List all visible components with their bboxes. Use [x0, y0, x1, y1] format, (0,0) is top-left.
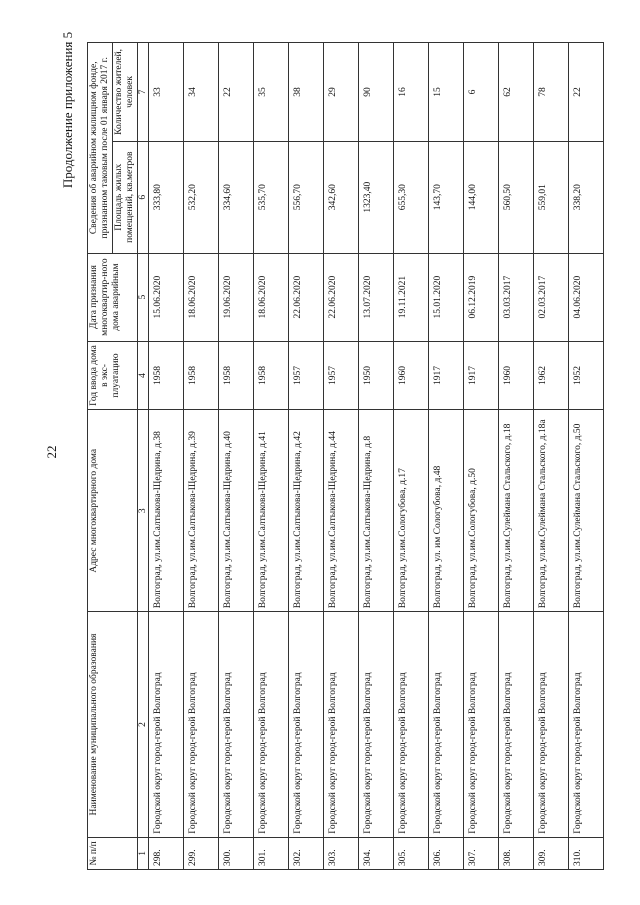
cell-address: Волгоград, ул.им.Сулеймана Стальского, д.50	[569, 410, 604, 612]
header-year: Год ввода дома в экс-плуатацию	[88, 341, 138, 410]
table-row	[394, 43, 429, 870]
table-row	[359, 43, 394, 870]
cell-municipality: Городской округ город-герой Волгоград	[429, 612, 464, 838]
cell-people: 16	[394, 43, 429, 142]
cell-address: Волгоград, ул.им.Салтыкова-Щедрина, д.39	[184, 410, 219, 612]
cell-num: 299.	[184, 837, 219, 869]
cell-area: 1323,40	[359, 141, 394, 253]
table-row	[429, 43, 464, 870]
table-row	[499, 43, 534, 870]
cell-num: 298.	[149, 837, 184, 869]
cell-people: 34	[184, 43, 219, 142]
cell-num: 303.	[324, 837, 359, 869]
cell-municipality: Городской округ город-герой Волгоград	[289, 612, 324, 838]
cell-municipality: Городской округ город-герой Волгоград	[149, 612, 184, 838]
cell-year: 1957	[324, 341, 359, 410]
appendix-title: Продолжение приложения 5	[60, 31, 75, 189]
header-group: Сведения об аварийном жилищном фонде, признанном таковым после 01 января 2017 г.	[88, 43, 113, 254]
cell-municipality: Городской округ город-герой Волгоград	[499, 612, 534, 838]
cell-date: 03.03.2017	[499, 253, 534, 341]
cell-municipality: Городской округ город-герой Волгоград	[359, 612, 394, 838]
column-number-row	[138, 43, 149, 870]
cell-date: 22.06.2020	[324, 253, 359, 341]
cell-address: Волгоград, ул.им.Сулеймана Стальского, д.18	[499, 410, 534, 612]
column-number: 2	[138, 612, 149, 838]
column-number: 4	[138, 341, 149, 410]
header-people: Количество жителей, человек	[113, 43, 138, 142]
cell-people: 35	[254, 43, 289, 142]
cell-num: 310.	[569, 837, 604, 869]
cell-area: 559,01	[534, 141, 569, 253]
cell-num: 301.	[254, 837, 289, 869]
cell-date: 15.01.2020	[429, 253, 464, 341]
cell-year: 1950	[359, 341, 394, 410]
cell-area: 338,20	[569, 141, 604, 253]
table-row	[324, 43, 359, 870]
cell-people: 6	[464, 43, 499, 142]
cell-municipality: Городской округ город-герой Волгоград	[324, 612, 359, 838]
cell-people: 90	[359, 43, 394, 142]
cell-area: 333,80	[149, 141, 184, 253]
header-address: Адрес многоквартирного дома	[88, 410, 138, 612]
cell-address: Волгоград, ул.им.Сулеймана Стальского, д.18а	[534, 410, 569, 612]
cell-year: 1960	[499, 341, 534, 410]
cell-date: 06.12.2019	[464, 253, 499, 341]
column-number: 3	[138, 410, 149, 612]
table-row	[464, 43, 499, 870]
table-row	[219, 43, 254, 870]
cell-year: 1917	[429, 341, 464, 410]
cell-date: 18.06.2020	[254, 253, 289, 341]
table-row	[254, 43, 289, 870]
cell-num: 304.	[359, 837, 394, 869]
cell-year: 1958	[184, 341, 219, 410]
table-row	[184, 43, 219, 870]
cell-date: 19.06.2020	[219, 253, 254, 341]
cell-people: 15	[429, 43, 464, 142]
cell-year: 1962	[534, 341, 569, 410]
page-number: 22	[44, 445, 59, 459]
cell-municipality: Городской округ город-герой Волгоград	[184, 612, 219, 838]
cell-year: 1957	[289, 341, 324, 410]
cell-address: Волгоград, ул.им.Салтыкова-Щедрина, д.38	[149, 410, 184, 612]
cell-area: 143,70	[429, 141, 464, 253]
emergency-housing-table	[87, 42, 604, 870]
cell-municipality: Городской округ город-герой Волгоград	[569, 612, 604, 838]
cell-num: 302.	[289, 837, 324, 869]
cell-municipality: Городской округ город-герой Волгоград	[394, 612, 429, 838]
header-num: № п/п	[88, 837, 138, 869]
cell-area: 144,00	[464, 141, 499, 253]
cell-num: 305.	[394, 837, 429, 869]
rotated-table-container	[87, 42, 583, 870]
cell-address: Волгоград, ул.им.Салтыкова-Щедрина, д.44	[324, 410, 359, 612]
cell-area: 556,70	[289, 141, 324, 253]
cell-address: Волгоград, ул.им.Сологубова, д.50	[464, 410, 499, 612]
cell-year: 1958	[149, 341, 184, 410]
cell-address: Волгоград, ул.им.Сологубова, д.17	[394, 410, 429, 612]
cell-date: 15.06.2020	[149, 253, 184, 341]
header-date: Дата признания многоквартир-ного дома аварийным	[88, 253, 138, 341]
cell-area: 560,50	[499, 141, 534, 253]
cell-people: 78	[534, 43, 569, 142]
cell-address: Волгоград, ул.им.Салтыкова-Щедрина, д.8	[359, 410, 394, 612]
cell-year: 1958	[219, 341, 254, 410]
cell-date: 02.03.2017	[534, 253, 569, 341]
cell-address: Волгоград, ул.им.Салтыкова-Щедрина, д.40	[219, 410, 254, 612]
table-body	[149, 43, 604, 870]
cell-num: 307.	[464, 837, 499, 869]
cell-date: 22.06.2020	[289, 253, 324, 341]
cell-date: 04.06.2020	[569, 253, 604, 341]
table-row	[534, 43, 569, 870]
cell-area: 334,60	[219, 141, 254, 253]
cell-area: 535,70	[254, 141, 289, 253]
cell-address: Волгоград, ул.им.Салтыкова-Щедрина, д.42	[289, 410, 324, 612]
cell-area: 532,20	[184, 141, 219, 253]
cell-municipality: Городской округ город-герой Волгоград	[464, 612, 499, 838]
cell-num: 308.	[499, 837, 534, 869]
column-number: 1	[138, 837, 149, 869]
column-number: 5	[138, 253, 149, 341]
header-area: Площадь жилых помещений, кв.метров	[113, 141, 138, 253]
cell-year: 1952	[569, 341, 604, 410]
cell-date: 18.06.2020	[184, 253, 219, 341]
cell-address: Волгоград, ул.им.Салтыкова-Щедрина, д.41	[254, 410, 289, 612]
cell-people: 62	[499, 43, 534, 142]
cell-area: 655,30	[394, 141, 429, 253]
cell-municipality: Городской округ город-герой Волгоград	[254, 612, 289, 838]
cell-num: 300.	[219, 837, 254, 869]
header-municipality: Наименование муниципального образования	[88, 612, 138, 838]
cell-people: 33	[149, 43, 184, 142]
table-row	[149, 43, 184, 870]
cell-year: 1958	[254, 341, 289, 410]
cell-municipality: Городской округ город-герой Волгоград	[534, 612, 569, 838]
cell-area: 342,60	[324, 141, 359, 253]
cell-num: 309.	[534, 837, 569, 869]
cell-year: 1917	[464, 341, 499, 410]
column-number: 6	[138, 141, 149, 253]
cell-people: 38	[289, 43, 324, 142]
cell-date: 13.07.2020	[359, 253, 394, 341]
cell-num: 306.	[429, 837, 464, 869]
cell-people: 22	[219, 43, 254, 142]
cell-address: Волгоград, ул. им Сологубова, д.48	[429, 410, 464, 612]
cell-people: 29	[324, 43, 359, 142]
table-row	[569, 43, 604, 870]
table-row	[289, 43, 324, 870]
cell-municipality: Городской округ город-герой Волгоград	[219, 612, 254, 838]
column-number: 7	[138, 43, 149, 142]
cell-year: 1960	[394, 341, 429, 410]
cell-people: 22	[569, 43, 604, 142]
cell-date: 19.11.2021	[394, 253, 429, 341]
